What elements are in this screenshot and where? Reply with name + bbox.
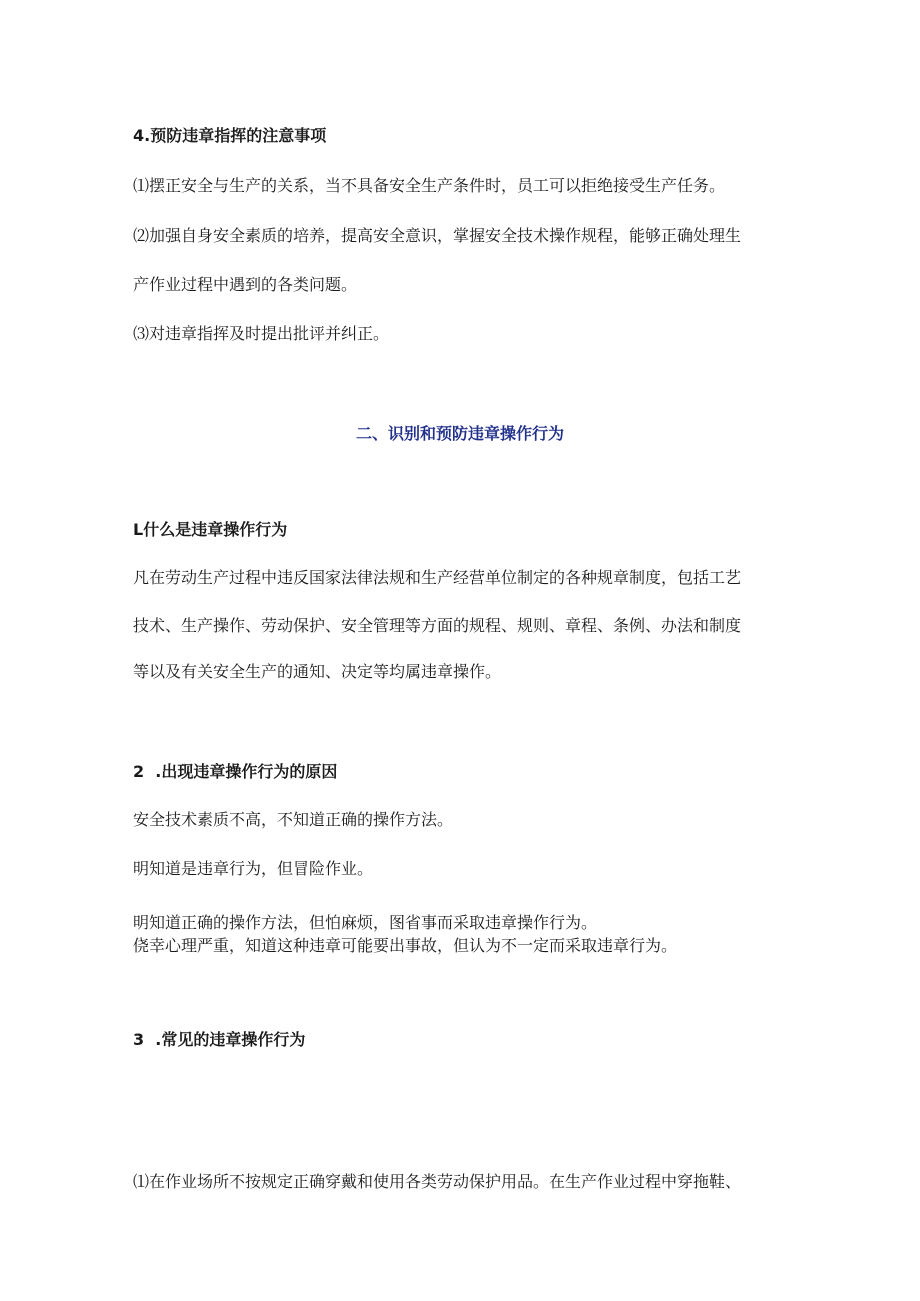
paragraph: ⑶对违章指挥及时提出批评并纠正。 <box>133 324 390 343</box>
paragraph: ⑴摆正安全与生产的关系，当不具备安全生产条件时，员工可以拒绝接受生产任务。 <box>133 176 726 195</box>
list-item: 明知道正确的操作方法，但怕麻烦，图省事而采取违章操作行为。 <box>133 913 598 932</box>
paragraph: ⑴在作业场所不按规定正确穿戴和使用各类劳动保护用品。在生产作业过程中穿拖鞋、 <box>133 1172 742 1191</box>
list-item: 侥幸心理严重，知道这种违章可能要出事故，但认为不一定而采取违章行为。 <box>133 936 678 955</box>
paragraph: 等以及有关安全生产的通知、决定等均属违章操作。 <box>133 662 502 681</box>
paragraph: 产作业过程中遇到的各类问题。 <box>133 275 358 294</box>
subsection-1-heading: L什么是违章操作行为 <box>133 520 288 539</box>
section-4-heading: 4.预防违章指挥的注意事项 <box>133 126 327 145</box>
list-item: 安全技术素质不高，不知道正确的操作方法。 <box>133 810 454 829</box>
subsection-2-heading: 2 .出现违章操作行为的原因 <box>133 762 338 781</box>
subsection-3-heading: 3 .常见的违章操作行为 <box>133 1030 306 1049</box>
section-title: 二、识别和预防违章操作行为 <box>355 424 564 443</box>
list-item: 明知道是违章行为，但冒险作业。 <box>133 859 374 878</box>
paragraph: 技术、生产操作、劳动保护、安全管理等方面的规程、规则、章程、条例、办法和制度 <box>133 616 742 635</box>
paragraph: 凡在劳动生产过程中违反国家法律法规和生产经营单位制定的各种规章制度，包括工艺 <box>133 568 742 587</box>
paragraph: ⑵加强自身安全素质的培养，提高安全意识，掌握安全技术操作规程，能够正确处理生 <box>133 226 742 245</box>
